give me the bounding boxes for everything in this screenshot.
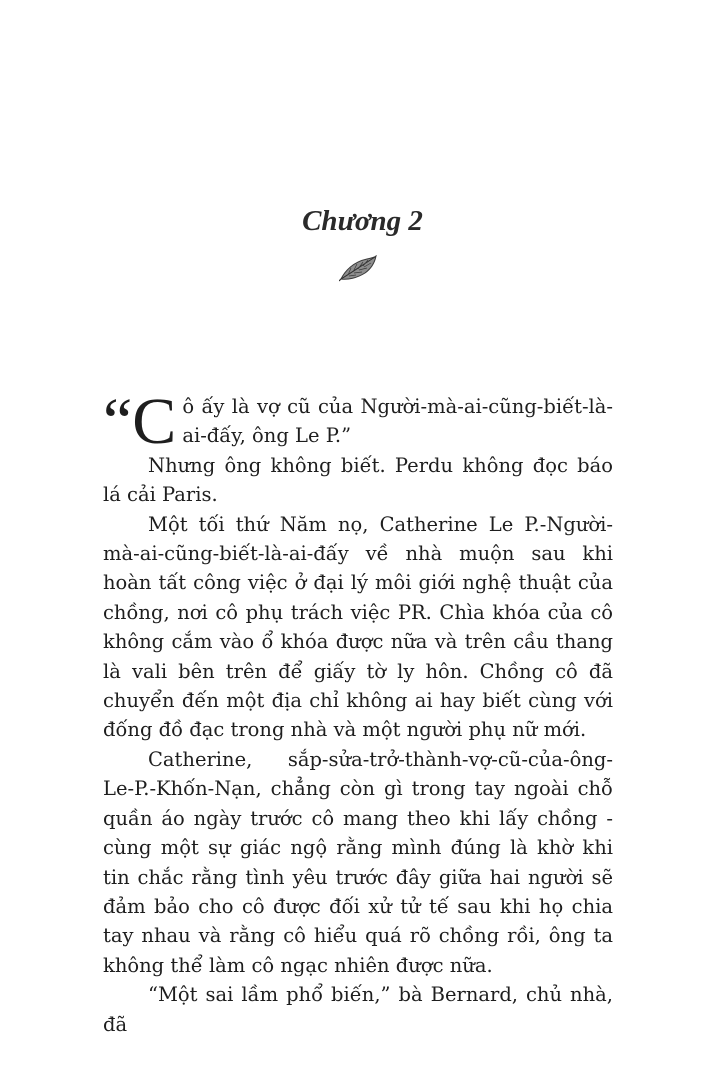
chapter-body [103, 385, 613, 1039]
first-paragraph-text: ô ấy là vợ cũ của Người-mà-ai-cũng-biết-là-ai-đấy, ông Le P.” [182, 395, 613, 448]
paragraph: Catherine, sắp-sửa-trở-thành-vợ-cũ-của-ông-Le-P.-Khốn-Nạn, chẳng còn gì trong tay ngoài chỗ quần áo ngày trước cô mang theo khi lấy chồng - cùng một sự giác ngộ rằng mình đúng là khờ khi tin chắc rằng tình yêu trước đây giữa hai người sẽ đảm bảo cho cô được đối xử tử tế sau khi họ chia tay nhau và rằng cô hiểu quá rõ chồng rồi, ông ta không thể làm cô ngạc nhiên được nữa. [103, 747, 613, 977]
paragraph: “Một sai lầm phổ biến,” bà Bernard, chủ nhà, đã [103, 983, 613, 1036]
paragraph: Một tối thứ Năm nọ, Catherine Le P.-Người-mà-ai-cũng-biết-là-ai-đấy về nhà muộn sau khi hoàn tất công việc ở đại lý môi giới nghệ thuật của chồng, nơi cô phụ trách việc PR. Chìa khóa của cô không cắm vào ổ khóa được nữa và trên cầu thang là vali bên trên để giấy tờ ly hôn. Chồng cô đã chuyển đến một địa chỉ không ai hay biết cùng với đống đồ đạc trong nhà và một người phụ nữ mới. [103, 512, 613, 742]
drop-cap: “C [103, 385, 177, 458]
leaf-icon [339, 255, 377, 283]
paragraph [103, 385, 613, 458]
chapter-title: Chương 2 [302, 205, 423, 237]
paragraph: Nhưng ông không biết. Perdu không đọc báo lá cải Paris. [103, 453, 613, 507]
